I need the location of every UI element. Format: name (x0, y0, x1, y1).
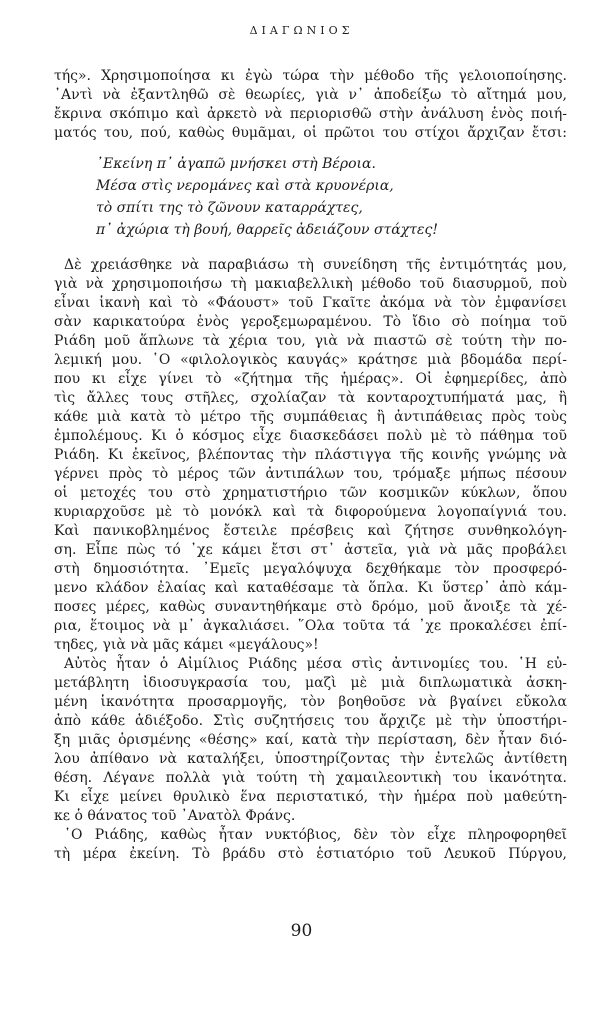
text-line: Αὐτὸς ἦταν ὁ Αἰμίλιος Ριάδης μέσα στὶς ἀντινομίες του. ῾Η εὐ- (64, 656, 567, 672)
poem-line: τὸ σπίτι της τὸ ζῶνουν καταρράχτες, (96, 200, 363, 216)
text-line: ἐμπολέμους. Κι ὁ κόσμος εἶχε διασκεδάσει πολὺ μὲ τὸ πάθημα τοῦ (54, 428, 567, 444)
text-line: ρια, ἕτοιμος νὰ μ᾿ ἀγκαλιάσει. ῞Ολα τοῦτα τά ᾿χε προκαλέσει ἐπί- (54, 618, 567, 634)
text-line: τηδες, γιὰ νὰ μᾶς κάμει «μεγάλους»! (54, 637, 319, 653)
text-line: ποσες μέρες, καθὼς συναντηθήκαμε στὸ δρόμο, μοῦ ἄνοιξε τὰ χέ- (54, 599, 567, 615)
text-line: κυριαρχοῦσε μὲ τὸ μονόκλ καὶ τὰ διφορούμενα λογοπαίγνιά του. (54, 504, 567, 520)
text-line: Κι εἶχε μείνει θρυλικὸ ἕνα περιστατικό, τὴν ἡμέρα ποὺ μαθεύτη- (54, 789, 567, 805)
text-line: Ριάδη. Κι ἐκεῖνος, βλέποντας τὴν πλάστιγγα τῆς κοινῆς γνώμης νὰ (54, 447, 567, 463)
running-header: ΔΙΑΓΩΝΙΟΣ (249, 24, 354, 37)
text-line: ᾿Αντὶ νὰ ἐξαντληθῶ σὲ θεωρίες, γιὰ ν᾿ ἀποδείξω τὸ αἴτημά μου, (54, 87, 567, 103)
text-line: σὰν καρικατούρα ἑνὸς γεροξεμωραμένου. Τὸ ἴδιο σὸ ποίημα τοῦ (54, 314, 567, 330)
text-line: μενο κλάδον ἐλαίας καὶ καταθέσαμε τὰ ὅπλα. Κι ὕστερ᾿ ἀπὸ κάμ- (54, 580, 567, 596)
text-line: ξη μιᾶς ὁρισμένης «θέσης» καί, κατὰ τὴν περίσταση, δὲν ἦταν διό- (54, 732, 567, 748)
text-line: μετάβλητη ἰδιοσυγκρασία του, μαζὶ μὲ μιὰ διπλωματικὰ ἀσκη- (54, 675, 567, 691)
text-line: ση. Εἶπε πὼς τό ᾿χε κάμει ἔτσι στ᾿ ἀστεῖα, γιὰ νὰ μᾶς προβάλει (54, 542, 567, 558)
text-line: ῾Ο Ριάδης, καθὼς ἦταν νυκτόβιος, δὲν τὸν εἶχε πληροφορηθεῖ (64, 827, 567, 843)
text-line: γιὰ νὰ χρησιμοποιήσω τὴ μακιαβελλικὴ μέθοδο τοῦ διασυρμοῦ, ποὺ (54, 276, 567, 292)
text-line: κε ὁ θάνατος τοῦ ᾿Ανατὸλ Φράνς. (54, 808, 296, 824)
poem-line: ᾿Εκείνη π᾿ ἀγαπῶ μνήσκει στὴ Βέροια. (96, 156, 376, 172)
text-line: κάθε μιὰ κατὰ τὸ μέτρο τῆς συμπάθειας ἢ ἀντιπάθειας πρὸς τοὺς (54, 409, 567, 425)
text-line: γέρνει πρὸς τὸ μέρος τῶν ἀντιπάλων του, τρόμαξε μήπως πέσουν (54, 466, 567, 482)
text-line: μένη ἱκανότητα προσαρμογῆς, τὸν βοηθοῦσε νὰ βγαίνει εὔκολα (54, 694, 567, 710)
text-line: που κι εἶχε γίνει τὸ «ζήτημα τῆς ἡμέρας». Οἱ ἐφημερίδες, ἀπὸ (54, 371, 567, 387)
text-line: οἱ μετοχές του στὸ χρηματιστήριο τῶν κοσμικῶν κύκλων, ὅπου (54, 485, 567, 501)
text-line: λου ἀπίθανο νὰ καταλήξει, ὑποστηρίζοντας τὴν ἐντελῶς ἀντίθετη (54, 751, 567, 767)
text-line: εἶναι ἱκανὴ καὶ τὸ «Φάουστ» τοῦ Γκαῖτε ἀκόμα νὰ τὸν ἐμφανίσει (54, 295, 567, 311)
text-line: τής». Χρησιμοποίησα κι ἐγὼ τώρα τὴν μέθοδο τῆς γελοιοποίησης. (54, 68, 567, 84)
text-line: λεμική μου. ῾Ο «φιλολογικὸς καυγάς» κράτησε μιὰ βδομάδα περί- (54, 352, 567, 368)
page-number: 90 (290, 921, 313, 941)
text-line: ἀπὸ κάθε ἀδιέξοδο. Στὶς συζητήσεις του ἄρχιζε μὲ τὴν ὑποστήρι- (54, 713, 567, 729)
text-line: Καὶ πανικοβλημένος ἔστειλε πρέσβεις καὶ ζήτησε συνθηκολόγη- (54, 523, 567, 539)
text-line: θέση. Λέγανε πολλὰ γιὰ τούτη τὴ χαμαιλεοντικὴ του ἱκανότητα. (54, 770, 567, 786)
text-line: ματός του, πού, καθὼς θυμᾶμαι, οἱ πρῶτοι του στίχοι ἄρχιζαν ἔτσι: (54, 125, 567, 141)
text-line: τὶς ἄλλες τους στῆλες, σχολίαζαν τὰ κονταροχτυπήματά μας, ἢ (54, 390, 567, 406)
text-line: τὴ μέρα ἐκείνη. Τὸ βράδυ στὸ ἑστιατόριο τοῦ Λευκοῦ Πύργου, (54, 846, 567, 862)
text-line: ἔκρινα σκόπιμο καὶ ἀρκετὸ νὰ περιορισθῶ στὴν ἀνάλυση ἑνὸς ποιή- (54, 106, 567, 122)
text-line: στὴ δημοσιότητα. ᾿Εμεῖς μεγαλόψυχα δεχθήκαμε τὸν προσφερό- (54, 561, 567, 577)
poem-line: π᾿ ἀχώρια τὴ βουή, θαρρεῖς ἀδειάζουν στάχτες! (96, 222, 438, 238)
text-line: Ριάδη μοῦ ἅπλωνε τὰ χέρια του, γιὰ νὰ πιαστῶ σὲ τούτη τὴν πο- (54, 333, 567, 349)
poem-line: Μέσα στὶς νερομάνες καὶ στὰ κρυονέρια, (96, 178, 394, 194)
text-line: Δὲ χρειάσθηκε νὰ παραβιάσω τὴ συνείδηση τῆς ἐντιμότητάς μου, (64, 257, 567, 273)
